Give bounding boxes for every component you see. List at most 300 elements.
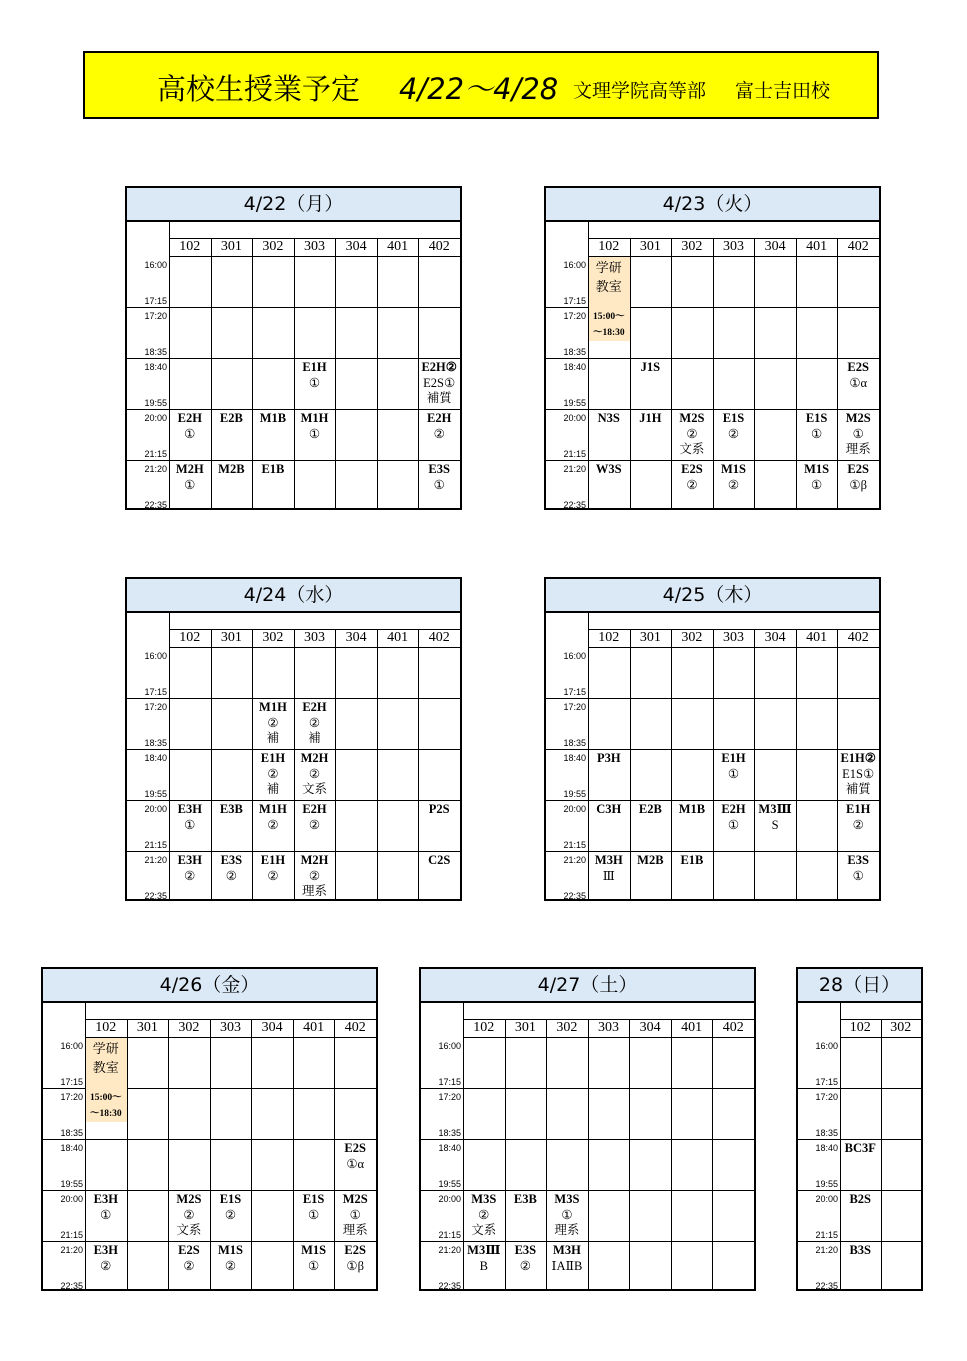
class-detail: ① bbox=[811, 477, 823, 492]
class-entry bbox=[169, 462, 211, 493]
class-detail: ② bbox=[267, 868, 279, 883]
class-entry bbox=[252, 462, 294, 478]
class-entry bbox=[588, 853, 630, 884]
room-number: 301 bbox=[639, 630, 661, 645]
class-code: E2H② bbox=[421, 360, 457, 374]
class-entry bbox=[630, 802, 672, 818]
class-code: E1H② bbox=[840, 751, 876, 765]
class-entry bbox=[252, 802, 294, 833]
grid-line bbox=[588, 256, 879, 257]
period-start-time: 17:20 bbox=[815, 1092, 838, 1102]
class-entry bbox=[294, 802, 336, 833]
period-start-time: 18:40 bbox=[60, 1143, 83, 1153]
study-room-hours bbox=[588, 309, 630, 341]
period-start-time: 16:00 bbox=[815, 1041, 838, 1051]
class-entry bbox=[671, 802, 713, 818]
period-start-time: 20:00 bbox=[438, 1194, 461, 1204]
class-code: M3S bbox=[471, 1192, 497, 1206]
period-start-time: 18:40 bbox=[563, 362, 586, 372]
day-table-0422 bbox=[125, 186, 462, 510]
class-detail: ② bbox=[224, 1258, 237, 1273]
class-code: E3S bbox=[847, 853, 869, 867]
class-detail: ② bbox=[100, 1258, 112, 1273]
class-entry bbox=[837, 360, 879, 391]
class-code: M1S bbox=[217, 1243, 243, 1257]
room-number: 302 bbox=[681, 630, 703, 645]
schedule-grid bbox=[798, 1001, 921, 1289]
period-end-time: 22:35 bbox=[438, 1281, 461, 1291]
day-date: 4/22（月） bbox=[127, 188, 460, 222]
class-code: E1B bbox=[261, 462, 285, 476]
grid-line bbox=[463, 1037, 754, 1038]
class-detail: E1S① bbox=[842, 766, 875, 781]
period-start-time: 17:20 bbox=[144, 311, 167, 321]
period-end-time: 22:35 bbox=[815, 1281, 838, 1291]
class-entry bbox=[630, 853, 672, 869]
period-end-time: 19:55 bbox=[60, 1179, 83, 1189]
class-detail: ② bbox=[686, 426, 698, 441]
class-detail: ① bbox=[727, 766, 740, 781]
study-room-hours-text: ～18:30 bbox=[592, 328, 625, 338]
class-code: C2S bbox=[428, 853, 451, 867]
class-code: B3S bbox=[849, 1243, 872, 1257]
class-entry bbox=[294, 411, 336, 442]
class-code: E1H bbox=[260, 853, 286, 867]
period-end-time: 19:55 bbox=[815, 1179, 838, 1189]
class-code: J1H bbox=[639, 411, 662, 425]
class-detail: ② bbox=[183, 1258, 195, 1273]
room-number: 302 bbox=[178, 1020, 200, 1035]
class-entry bbox=[418, 853, 460, 869]
grid-line bbox=[85, 1037, 376, 1038]
study-room-hours bbox=[85, 1090, 127, 1122]
class-code: B2S bbox=[849, 1192, 872, 1206]
class-entry bbox=[837, 751, 879, 798]
class-entry bbox=[418, 802, 460, 818]
period-end-time: 17:15 bbox=[438, 1077, 461, 1087]
period-end-time: 17:15 bbox=[144, 296, 167, 306]
class-code: E1S bbox=[805, 411, 828, 425]
period-end-time: 21:15 bbox=[815, 1230, 838, 1240]
period-start-time: 21:20 bbox=[815, 1245, 838, 1255]
day-date: 4/24（水） bbox=[127, 579, 460, 613]
class-detail: ② bbox=[433, 426, 445, 441]
class-detail: ① bbox=[811, 426, 823, 441]
campus-name: 富士吉田校 bbox=[735, 80, 831, 102]
class-code: E2H bbox=[177, 411, 202, 425]
class-detail: B bbox=[479, 1258, 488, 1273]
room-number: 304 bbox=[345, 239, 367, 254]
schedule-grid bbox=[546, 611, 879, 899]
class-detail: ② bbox=[308, 817, 321, 832]
period-end-time: 17:15 bbox=[60, 1077, 83, 1087]
room-number: 102 bbox=[598, 239, 620, 254]
class-entry bbox=[334, 1141, 376, 1172]
class-entry bbox=[210, 1243, 252, 1274]
class-detail: ② bbox=[308, 868, 321, 883]
day-date: 4/26（金） bbox=[43, 969, 376, 1003]
grid-line bbox=[588, 1019, 589, 1289]
period-start-time: 20:00 bbox=[563, 804, 586, 814]
day-date: 4/23（火） bbox=[546, 188, 879, 222]
period-end-time: 21:15 bbox=[144, 840, 167, 850]
page-title: 高校生授業予定 bbox=[157, 72, 361, 106]
room-number: 402 bbox=[344, 1020, 366, 1035]
class-code: M2H bbox=[300, 853, 329, 867]
schedule-grid bbox=[43, 1001, 376, 1289]
room-number: 303 bbox=[722, 239, 744, 254]
class-code: M2B bbox=[637, 853, 664, 867]
class-code: J1S bbox=[640, 360, 661, 374]
class-detail: ② bbox=[267, 766, 279, 781]
class-code: M2S bbox=[176, 1192, 202, 1206]
room-number: 402 bbox=[847, 239, 869, 254]
period-end-time: 19:55 bbox=[438, 1179, 461, 1189]
class-code: M2H bbox=[300, 751, 329, 765]
room-number: 401 bbox=[387, 630, 409, 645]
grid-line bbox=[169, 256, 460, 257]
class-entry bbox=[85, 1243, 127, 1274]
title-banner bbox=[83, 51, 879, 119]
class-entry bbox=[211, 802, 253, 818]
room-number: 401 bbox=[806, 239, 828, 254]
period-end-time: 22:35 bbox=[563, 891, 586, 901]
class-entry bbox=[713, 802, 755, 833]
class-code: E3B bbox=[219, 802, 243, 816]
class-code: E1H bbox=[302, 360, 327, 374]
class-detail: ① bbox=[852, 426, 864, 441]
class-code: E3H bbox=[177, 802, 202, 816]
class-entry bbox=[169, 411, 211, 442]
room-number: 402 bbox=[428, 630, 450, 645]
class-code: M2B bbox=[218, 462, 245, 476]
grid-line bbox=[251, 1019, 252, 1289]
class-code: E1S bbox=[722, 411, 745, 425]
class-entry bbox=[168, 1243, 210, 1274]
day-date: 4/27（土） bbox=[421, 969, 754, 1003]
class-code: E3S bbox=[220, 853, 243, 867]
period-end-time: 19:55 bbox=[563, 789, 586, 799]
class-code: E3H bbox=[93, 1192, 118, 1206]
class-code: E2S bbox=[847, 462, 869, 476]
class-entry bbox=[588, 462, 630, 478]
room-number: 401 bbox=[303, 1020, 325, 1035]
room-number: 301 bbox=[136, 1020, 158, 1035]
grid-line bbox=[754, 238, 755, 508]
class-detail: ① bbox=[308, 426, 321, 441]
class-detail: 理系 bbox=[554, 1223, 580, 1237]
class-detail: ⅠAⅡB bbox=[551, 1258, 583, 1273]
class-entry bbox=[294, 751, 336, 798]
class-entry bbox=[588, 802, 630, 818]
grid-line bbox=[798, 1190, 921, 1191]
room-number: 304 bbox=[764, 630, 786, 645]
class-detail: ② bbox=[308, 715, 321, 730]
class-code: E1H bbox=[260, 751, 286, 765]
class-detail: ② bbox=[852, 817, 864, 832]
period-start-time: 20:00 bbox=[60, 1194, 83, 1204]
room-number: 302 bbox=[556, 1020, 578, 1035]
class-code: E2H bbox=[427, 411, 452, 425]
class-detail: 文系 bbox=[176, 1223, 202, 1237]
study-room-hours-text: 15:00～ bbox=[89, 1093, 122, 1103]
class-detail: ①β bbox=[346, 1258, 364, 1273]
day-table-0424 bbox=[125, 577, 462, 901]
room-number: 402 bbox=[722, 1020, 744, 1035]
room-number: 301 bbox=[220, 630, 242, 645]
day-date: 28（日） bbox=[798, 969, 921, 1003]
room-number: 302 bbox=[890, 1020, 912, 1035]
study-room-label bbox=[85, 1039, 127, 1077]
class-code: W3S bbox=[595, 462, 622, 476]
class-entry bbox=[463, 1243, 505, 1274]
class-entry bbox=[630, 411, 672, 427]
period-start-time: 16:00 bbox=[144, 260, 167, 270]
class-entry bbox=[588, 751, 630, 767]
class-entry bbox=[630, 360, 672, 376]
class-code: M1S bbox=[301, 1243, 327, 1257]
class-detail: ①α bbox=[849, 375, 868, 390]
class-entry bbox=[837, 462, 879, 493]
class-detail: ① bbox=[308, 375, 321, 390]
grid-line bbox=[754, 629, 755, 899]
room-number: 302 bbox=[681, 239, 703, 254]
class-detail: 文系 bbox=[471, 1223, 497, 1237]
study-room-label bbox=[588, 258, 630, 296]
class-entry bbox=[837, 411, 879, 458]
period-end-time: 17:15 bbox=[815, 1077, 838, 1087]
period-end-time: 18:35 bbox=[815, 1128, 838, 1138]
class-entry bbox=[671, 853, 713, 869]
day-table-0427 bbox=[419, 967, 756, 1291]
period-end-time: 17:15 bbox=[563, 296, 586, 306]
class-detail: ② bbox=[727, 477, 740, 492]
class-code: E2B bbox=[219, 411, 243, 425]
class-detail: 理系 bbox=[342, 1223, 368, 1237]
class-detail: 理系 bbox=[845, 442, 871, 456]
class-detail: ② bbox=[308, 766, 321, 781]
period-end-time: 19:55 bbox=[144, 789, 167, 799]
class-code: C3H bbox=[596, 802, 622, 816]
date-range: 4/22～4/28 bbox=[399, 72, 559, 106]
class-entry bbox=[211, 462, 253, 478]
room-number: 302 bbox=[262, 239, 284, 254]
class-code: E3S bbox=[514, 1243, 537, 1257]
class-detail: ② bbox=[224, 1207, 237, 1222]
grid-line bbox=[169, 647, 460, 648]
grid-line bbox=[796, 629, 797, 899]
class-detail: ① bbox=[433, 477, 445, 492]
period-end-time: 22:35 bbox=[563, 500, 586, 510]
class-code: E2H bbox=[721, 802, 746, 816]
grid-line bbox=[335, 238, 336, 508]
class-code: M3Ⅲ bbox=[467, 1243, 501, 1257]
grid-line bbox=[588, 647, 879, 648]
room-number: 304 bbox=[345, 630, 367, 645]
class-entry bbox=[588, 411, 630, 427]
period-start-time: 20:00 bbox=[563, 413, 586, 423]
class-entry bbox=[294, 853, 336, 900]
study-room-hours-text: ～18:30 bbox=[89, 1109, 122, 1119]
room-number: 304 bbox=[639, 1020, 661, 1035]
grid-line bbox=[798, 1241, 921, 1242]
room-number: 401 bbox=[806, 630, 828, 645]
room-number: 102 bbox=[473, 1020, 495, 1035]
class-detail: ①β bbox=[849, 477, 867, 492]
class-detail: 文系 bbox=[679, 442, 705, 456]
class-detail: ② bbox=[183, 1207, 195, 1222]
class-code: M2S bbox=[845, 411, 871, 425]
period-start-time: 17:20 bbox=[438, 1092, 461, 1102]
class-detail: ① bbox=[308, 1207, 320, 1222]
class-detail: 補 bbox=[266, 782, 280, 796]
day-table-0428 bbox=[796, 967, 923, 1291]
class-entry bbox=[840, 1243, 881, 1259]
class-code: P2S bbox=[428, 802, 450, 816]
period-end-time: 22:35 bbox=[144, 891, 167, 901]
period-start-time: 20:00 bbox=[144, 804, 167, 814]
schedule-grid bbox=[421, 1001, 754, 1289]
class-entry bbox=[463, 1192, 505, 1239]
grid-line bbox=[798, 1088, 921, 1089]
room-number: 402 bbox=[428, 239, 450, 254]
room-number: 102 bbox=[95, 1020, 117, 1035]
room-number: 301 bbox=[220, 239, 242, 254]
room-number: 304 bbox=[764, 239, 786, 254]
class-detail: S bbox=[771, 817, 779, 832]
class-code: M1S bbox=[804, 462, 830, 476]
class-entry bbox=[211, 411, 253, 427]
class-code: P3H bbox=[596, 751, 621, 765]
period-end-time: 18:35 bbox=[563, 347, 586, 357]
day-date: 4/25（木） bbox=[546, 579, 879, 613]
period-end-time: 21:15 bbox=[144, 449, 167, 459]
class-detail: ①α bbox=[346, 1156, 365, 1171]
class-detail: ① bbox=[308, 1258, 320, 1273]
class-entry bbox=[293, 1192, 335, 1223]
grid-line bbox=[798, 1139, 921, 1140]
class-code: M2H bbox=[175, 462, 204, 476]
class-detail: 補 bbox=[308, 731, 321, 745]
room-number: 301 bbox=[639, 239, 661, 254]
class-code: M1S bbox=[720, 462, 746, 476]
class-code: E1H bbox=[846, 802, 871, 816]
class-code: E3H bbox=[93, 1243, 118, 1257]
class-entry bbox=[418, 462, 460, 493]
class-code: M3S bbox=[554, 1192, 580, 1206]
class-code: M3H bbox=[594, 853, 623, 867]
grid-line bbox=[335, 629, 336, 899]
period-end-time: 19:55 bbox=[144, 398, 167, 408]
grid-line bbox=[377, 238, 378, 508]
class-code: E2H bbox=[302, 802, 327, 816]
period-start-time: 16:00 bbox=[438, 1041, 461, 1051]
class-entry bbox=[505, 1192, 547, 1208]
room-number: 303 bbox=[303, 630, 325, 645]
room-number: 402 bbox=[847, 630, 869, 645]
class-entry bbox=[837, 802, 879, 833]
class-entry bbox=[169, 802, 211, 833]
period-end-time: 21:15 bbox=[60, 1230, 83, 1240]
class-entry bbox=[671, 411, 713, 458]
class-entry bbox=[293, 1243, 335, 1274]
class-code: M1H bbox=[300, 411, 329, 425]
room-number: 303 bbox=[722, 630, 744, 645]
schedule-grid bbox=[546, 220, 879, 508]
class-detail: ② bbox=[478, 1207, 490, 1222]
room-number: 102 bbox=[179, 239, 201, 254]
schedule-grid bbox=[127, 611, 460, 899]
class-entry bbox=[252, 411, 294, 427]
class-detail: ① bbox=[561, 1207, 573, 1222]
period-start-time: 16:00 bbox=[60, 1041, 83, 1051]
period-start-time: 21:20 bbox=[563, 464, 586, 474]
class-code: E2S bbox=[847, 360, 869, 374]
study-room-text: 学研 bbox=[595, 260, 622, 275]
class-entry bbox=[837, 853, 879, 884]
period-start-time: 16:00 bbox=[563, 651, 586, 661]
room-number: 302 bbox=[262, 630, 284, 645]
period-start-time: 16:00 bbox=[563, 260, 586, 270]
class-code: M1H bbox=[259, 802, 287, 816]
grid-line bbox=[629, 1019, 630, 1289]
class-code: M1B bbox=[259, 411, 287, 425]
class-code: E3S bbox=[428, 462, 450, 476]
room-number: 303 bbox=[597, 1020, 619, 1035]
class-code: BC3F bbox=[844, 1141, 876, 1155]
class-entry bbox=[210, 1192, 252, 1223]
study-room-text: 教室 bbox=[595, 279, 622, 294]
class-code: M3H bbox=[553, 1243, 581, 1257]
class-entry bbox=[713, 751, 755, 782]
period-start-time: 21:20 bbox=[144, 464, 167, 474]
grid-line bbox=[377, 629, 378, 899]
class-entry bbox=[252, 700, 294, 747]
class-detail: 理系 bbox=[301, 884, 327, 898]
school-name: 文理学院高等部 bbox=[573, 80, 707, 102]
class-detail: ② bbox=[184, 868, 196, 883]
class-detail: 補質 bbox=[426, 391, 452, 405]
period-start-time: 21:20 bbox=[144, 855, 167, 865]
class-entry bbox=[713, 411, 755, 442]
class-entry bbox=[294, 360, 336, 391]
period-end-time: 18:35 bbox=[438, 1128, 461, 1138]
class-code: E2S bbox=[344, 1141, 366, 1155]
period-end-time: 19:55 bbox=[563, 398, 586, 408]
class-code: M3Ⅲ bbox=[758, 802, 792, 816]
class-code: N3S bbox=[597, 411, 620, 425]
class-detail: ① bbox=[184, 477, 196, 492]
class-code: E1H bbox=[721, 751, 746, 765]
class-entry bbox=[168, 1192, 210, 1239]
class-detail: ① bbox=[100, 1207, 112, 1222]
period-end-time: 22:35 bbox=[144, 500, 167, 510]
class-entry bbox=[85, 1192, 127, 1223]
class-entry bbox=[840, 1141, 881, 1157]
grid-line bbox=[881, 1019, 882, 1289]
period-end-time: 18:35 bbox=[144, 738, 167, 748]
period-start-time: 16:00 bbox=[144, 651, 167, 661]
period-start-time: 18:40 bbox=[144, 753, 167, 763]
day-table-0423 bbox=[544, 186, 881, 510]
class-entry bbox=[211, 853, 253, 884]
class-detail: E2S① bbox=[423, 375, 456, 390]
period-end-time: 17:15 bbox=[144, 687, 167, 697]
class-detail: ② bbox=[225, 868, 237, 883]
class-detail: ② bbox=[267, 817, 279, 832]
period-end-time: 17:15 bbox=[563, 687, 586, 697]
class-code: E2H bbox=[302, 700, 327, 714]
